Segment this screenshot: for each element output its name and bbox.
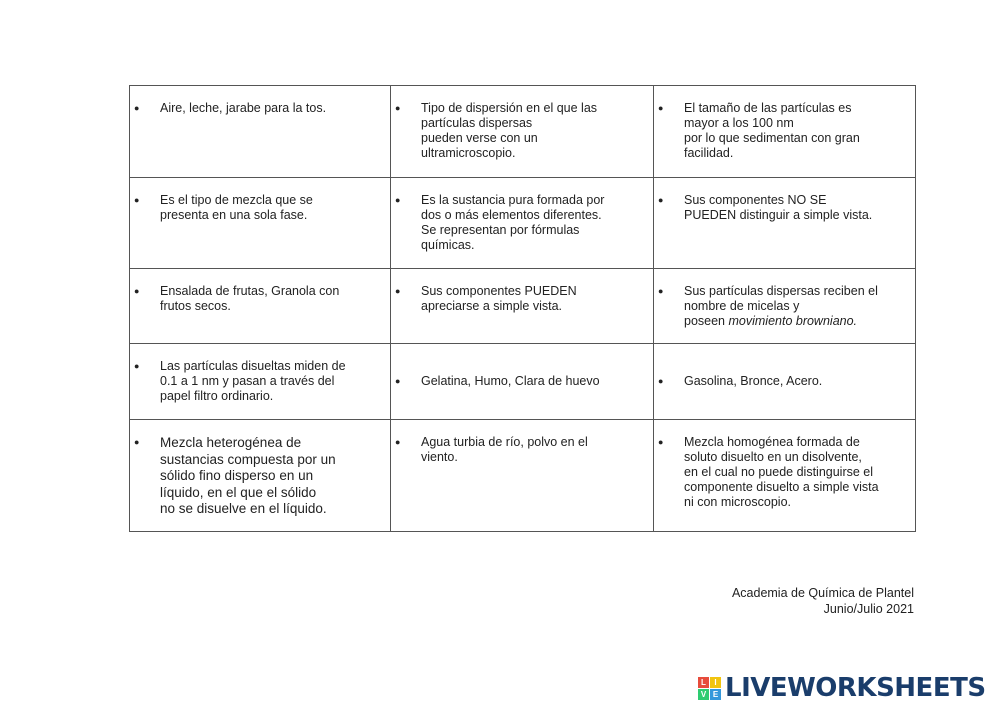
- logo-letter: I: [710, 677, 721, 688]
- bullet-icon: ●: [658, 376, 664, 386]
- cell-text: El tamaño de las partículas es mayor a los 100 nm por lo que sedimentan con gran facilidad.: [684, 101, 860, 160]
- table-cell: [130, 344, 391, 420]
- logo-letter: L: [698, 677, 709, 688]
- logo-mark-icon: [698, 677, 721, 700]
- footer-credit: [732, 585, 914, 617]
- table-cell: [654, 269, 916, 344]
- table-cell: [654, 178, 916, 269]
- table-cell: [391, 344, 654, 420]
- table-row: [130, 86, 916, 178]
- table-row: [130, 178, 916, 269]
- bullet-icon: ●: [658, 103, 664, 113]
- table-cell: [391, 86, 654, 178]
- table-cell: [391, 420, 654, 532]
- cell-text: Tipo de dispersión en el que las partículas dispersas pueden verse con un ultramicroscopio.: [421, 101, 598, 160]
- logo-letter: V: [698, 689, 709, 700]
- table-cell: [130, 269, 391, 344]
- table-cell: [654, 420, 916, 532]
- logo-text: LIVEWORKSHEETS: [725, 673, 986, 703]
- bullet-icon: ●: [134, 437, 140, 447]
- table-cell: [130, 420, 391, 532]
- cell-text: Es la sustancia pura formada por dos o más elementos diferentes. Se representan por fórmulas químicas.: [421, 193, 605, 252]
- table-cell: [654, 344, 916, 420]
- cell-text: Ensalada de frutas, Granola con frutos secos.: [160, 284, 340, 313]
- cell-text: Las partículas disueltas miden de 0.1 a 1 nm y pasan a través del papel filtro ordinario.: [160, 359, 346, 403]
- cell-text: Sus partículas dispersas reciben el nombre de micelas y poseen movimiento browniano.: [684, 284, 878, 328]
- cell-text: Mezcla homogénea formada de soluto disuelto en un disolvente, en el cual no puede distinguirse el componente disuelto a simple vista ni con microscopio.: [684, 435, 879, 509]
- table-row: [130, 420, 916, 532]
- logo-letter: E: [710, 689, 721, 700]
- italic-term: movimiento browniano.: [728, 314, 858, 328]
- bullet-icon: ●: [395, 195, 401, 205]
- cell-text: Sus componentes NO SE PUEDEN distinguir a simple vista.: [684, 193, 873, 222]
- bullet-icon: ●: [395, 286, 401, 296]
- cell-text: Gelatina, Humo, Clara de huevo: [421, 374, 600, 388]
- footer-date: Junio/Julio 2021: [823, 602, 914, 616]
- liveworksheets-logo: [698, 673, 986, 703]
- bullet-icon: ●: [134, 286, 140, 296]
- footer-institution: Academia de Química de Plantel: [731, 586, 914, 600]
- bullet-icon: ●: [395, 376, 401, 386]
- cell-text: Sus componentes PUEDEN apreciarse a simple vista.: [421, 284, 577, 313]
- bullet-icon: ●: [134, 103, 140, 113]
- concepts-table: [129, 85, 916, 532]
- bullet-icon: ●: [658, 437, 664, 447]
- table-cell: [130, 178, 391, 269]
- bullet-icon: ●: [134, 361, 140, 371]
- bullet-icon: ●: [658, 286, 664, 296]
- bullet-icon: ●: [395, 437, 401, 447]
- table-cell: [130, 86, 391, 178]
- bullet-icon: ●: [134, 195, 140, 205]
- table-cell: [654, 86, 916, 178]
- cell-text: Es el tipo de mezcla que se presenta en una sola fase.: [160, 193, 313, 222]
- table-cell: [391, 269, 654, 344]
- cell-text: Aire, leche, jarabe para la tos.: [160, 101, 327, 115]
- bullet-icon: ●: [395, 103, 401, 113]
- table-cell: [391, 178, 654, 269]
- bullet-icon: ●: [658, 195, 664, 205]
- cell-text: Agua turbia de río, polvo en el viento.: [421, 435, 588, 464]
- cell-text: Gasolina, Bronce, Acero.: [684, 374, 823, 388]
- cell-text: Mezcla heterogénea de sustancias compuesta por un sólido fino disperso en un líquido, en el que el sólido no se disuelve en el líquido.: [160, 435, 336, 516]
- table-row: [130, 269, 916, 344]
- table-row: [130, 344, 916, 420]
